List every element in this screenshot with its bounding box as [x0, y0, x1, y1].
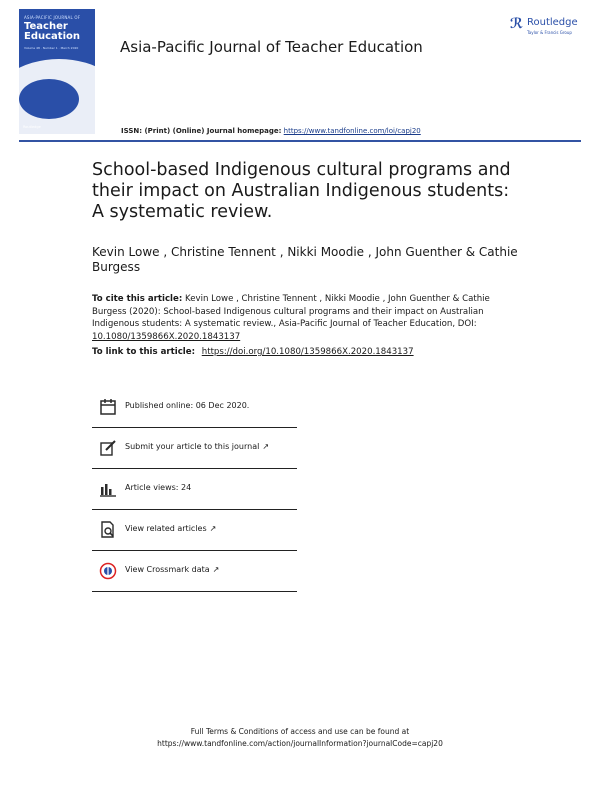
article-authors: Kevin Lowe , Christine Tennent , Nikki Moodie , John Guenther & Cathie Burgess — [92, 245, 518, 274]
journal-homepage-link[interactable]: https://www.tandfonline.com/loi/capj20 — [283, 127, 421, 135]
cover-publisher-logo: Routledge — [23, 125, 41, 129]
footer-terms-link[interactable]: https://www.tandfonline.com/action/journalInformation?journalCode=capj20 — [157, 739, 443, 748]
published-online-label: Published online: 06 Dec 2020. — [125, 401, 250, 410]
article-views-row — [92, 469, 297, 510]
cover-volume: Volume 48 · Number 1 · March 2020 — [24, 46, 79, 50]
related-articles-link[interactable] — [125, 524, 216, 533]
article-views-label: Article views: 24 — [125, 483, 192, 492]
issn-line — [121, 127, 421, 135]
external-link-icon: ↗ — [212, 565, 220, 574]
bar-chart-icon — [99, 480, 117, 498]
submit-article-link[interactable] — [125, 442, 269, 451]
link-line — [92, 347, 414, 357]
routledge-subtitle: Taylor & Francis Group — [527, 30, 572, 35]
cite-doi-link[interactable]: 10.1080/1359866X.2020.1843137 — [92, 331, 241, 342]
calendar-icon — [99, 398, 117, 416]
citation-block — [92, 293, 512, 343]
cover-title-line2: Education — [24, 31, 80, 42]
crossmark-label: View Crossmark data — [125, 565, 210, 574]
external-link-icon: ↗ — [209, 524, 217, 533]
footer — [0, 726, 600, 750]
cite-label: To cite this article: — [92, 294, 183, 304]
published-online-row — [92, 387, 297, 428]
crossmark-link[interactable] — [125, 565, 219, 574]
cover-title-line1: Teacher — [24, 21, 68, 32]
submit-article-row[interactable] — [92, 428, 297, 469]
row-divider — [92, 591, 297, 592]
related-articles-row[interactable] — [92, 510, 297, 551]
link-label: To link to this article: — [92, 347, 196, 357]
article-doi-link[interactable]: https://doi.org/10.1080/1359866X.2020.1843137 — [201, 347, 414, 357]
cover-title — [24, 22, 80, 42]
routledge-name: Routledge — [527, 17, 578, 28]
related-articles-label: View related articles — [125, 524, 207, 533]
external-link-icon: ↗ — [262, 442, 270, 451]
cover-kicker: ASIA-PACIFIC JOURNAL OF — [24, 15, 81, 20]
footer-terms-text: Full Terms & Conditions of access and use can be found at — [190, 727, 410, 736]
cite-text: Kevin Lowe , Christine Tennent , Nikki Moodie , John Guenther & Cathie Burgess (2020): School-based Indigenous cultural programs and their impact on Australian Indigenous students: A systematic review., Asia-Pacific Journal of Teacher Education, DOI: — [92, 294, 490, 329]
header-divider — [19, 140, 581, 142]
edit-icon — [99, 439, 117, 457]
article-title: School-based Indigenous cultural programs and their impact on Australian Indigenous students: A systematic review. — [92, 160, 511, 222]
crossmark-row[interactable] — [92, 551, 297, 592]
related-articles-icon — [99, 521, 117, 539]
journal-cover-image — [19, 9, 95, 134]
submit-article-label: Submit your article to this journal — [125, 442, 260, 451]
issn-label: ISSN: (Print) (Online) Journal homepage: — [121, 127, 282, 135]
journal-title: Asia-Pacific Journal of Teacher Education — [120, 38, 423, 56]
crossmark-icon — [99, 562, 117, 580]
cover-wave-graphic-inner — [19, 79, 79, 119]
routledge-icon: ℛ — [510, 16, 524, 32]
